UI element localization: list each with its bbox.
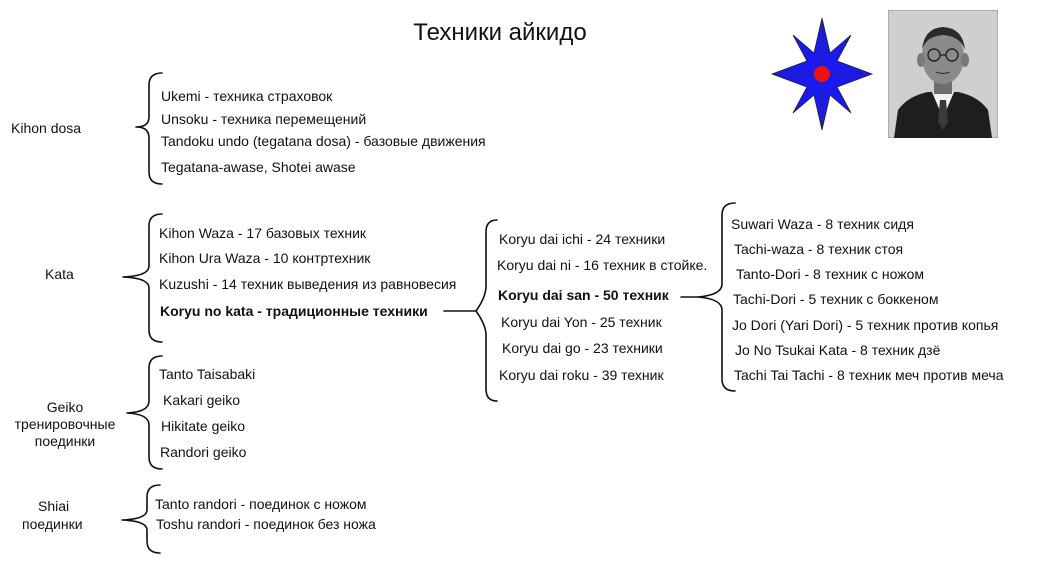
koryu-item: Koryu dai roku - 39 техник bbox=[499, 367, 664, 383]
portrait-photo bbox=[888, 10, 998, 138]
kata-item-koryu-no-kata: Koryu no kata - традиционные техники bbox=[160, 303, 428, 319]
label-geiko-sub1: тренировочные bbox=[14, 416, 116, 432]
bracket-koryu bbox=[476, 220, 497, 401]
label-shiai-sub: поединки bbox=[22, 516, 83, 532]
dai-san-item: Tachi Tai Tachi - 8 техник меч против меча bbox=[734, 367, 1004, 383]
kata-item: Kihon Waza - 17 базовых техник bbox=[159, 225, 367, 241]
label-geiko-sub2: поединки bbox=[34, 433, 96, 449]
shiai-item: Tanto randori - поединок с ножом bbox=[155, 496, 367, 512]
diagram-title: Техники айкидо bbox=[413, 19, 587, 46]
dai-san-item: Tachi-waza - 8 техник стоя bbox=[734, 241, 904, 257]
bracket-kata bbox=[123, 214, 162, 342]
dai-san-item: Jo No Tsukai Kata - 8 техник дзё bbox=[735, 342, 941, 358]
kihon-dosa-item: Tegatana-awase, Shotei awase bbox=[161, 159, 356, 175]
kata-item: Kuzushi - 14 техник выведения из равновесия bbox=[159, 276, 457, 292]
geiko-item: Kakari geiko bbox=[163, 392, 241, 408]
shiai-item: Toshu randori - поединок без ножа bbox=[156, 516, 376, 532]
geiko-item: Tanto Taisabaki bbox=[159, 366, 256, 382]
koryu-item: Koryu dai go - 23 техники bbox=[502, 340, 663, 356]
kihon-dosa-item: Tandoku undo (tegatana dosa) - базовые движения bbox=[161, 133, 486, 149]
dai-san-item: Suwari Waza - 8 техник сидя bbox=[731, 216, 914, 232]
label-kata: Kata bbox=[45, 266, 74, 282]
label-geiko: Geiko bbox=[46, 399, 84, 415]
geiko-item: Randori geiko bbox=[160, 444, 247, 460]
koryu-item-dai-san: Koryu dai san - 50 техник bbox=[498, 287, 669, 303]
koryu-item: Koryu dai Yon - 25 техник bbox=[501, 314, 662, 330]
bracket-geiko bbox=[127, 356, 162, 469]
kihon-dosa-item: Ukemi - техника страховок bbox=[161, 88, 333, 104]
koryu-item: Koryu dai ni - 16 техник в стойке. bbox=[497, 257, 708, 273]
emblem-center-dot-icon bbox=[814, 66, 830, 82]
label-shiai: Shiai bbox=[38, 498, 70, 514]
dai-san-item: Jo Dori (Yari Dori) - 5 техник против копья bbox=[732, 317, 999, 333]
aikido-star-emblem-icon bbox=[768, 16, 876, 132]
bracket-dai-san bbox=[698, 203, 735, 391]
dai-san-item: Tanto-Dori - 8 техник с ножом bbox=[736, 266, 925, 282]
bracket-kihon-dosa bbox=[136, 73, 162, 184]
kata-item: Kihon Ura Waza - 10 контртехник bbox=[159, 250, 371, 266]
dai-san-item: Tachi-Dori - 5 техник с боккеном bbox=[733, 291, 939, 307]
label-kihon-dosa: Kihon dosa bbox=[11, 120, 82, 136]
geiko-item: Hikitate geiko bbox=[161, 418, 246, 434]
koryu-item: Koryu dai ichi - 24 техники bbox=[499, 231, 666, 247]
kihon-dosa-item: Unsoku - техника перемещений bbox=[161, 111, 367, 127]
